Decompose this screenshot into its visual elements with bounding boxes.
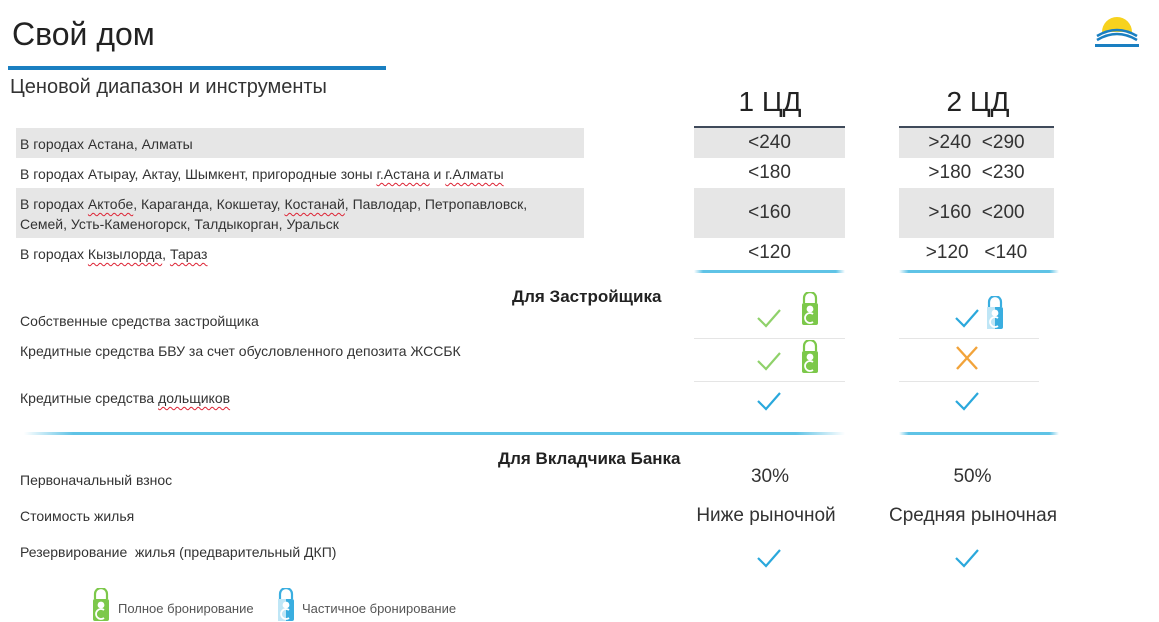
section-divider — [24, 432, 845, 435]
section-divider — [899, 432, 1059, 435]
depositor-value-col2: Средняя рыночная — [889, 505, 1057, 526]
developer-row-label: Кредитные средства БВУ за счет обусловленного депозита ЖССБК — [20, 343, 461, 359]
depositor-value-col1: Ниже рыночной — [696, 505, 836, 526]
page-title: Свой дом — [12, 16, 155, 52]
price-row-label: В городах Актобе, Караганда, Кокшетау, Костанай, Павлодар, Петропавловск, Семей, Усть-Каменогорск, Талдыкорган, Уральск — [20, 196, 528, 232]
depositor-row-label: Стоимость жилья — [20, 508, 135, 524]
price-row-value-col1: <180 — [748, 162, 791, 183]
check-blue-icon — [755, 546, 783, 570]
section-divider — [694, 270, 845, 273]
depositor-row-label: Первоначальный взнос — [20, 472, 173, 488]
row-separator — [899, 338, 1039, 339]
developer-row-label: Кредитные средства дольщиков — [20, 390, 231, 406]
row-separator — [694, 381, 845, 382]
price-row-value-col1: <240 — [748, 132, 791, 153]
price-row-value-col1: <120 — [748, 242, 791, 263]
check-green-icon — [755, 349, 783, 373]
price-row-value-col1: <160 — [748, 202, 791, 223]
developer-section-heading: Для Застройщика — [512, 287, 662, 306]
price-row-value-col2: >160 <200 — [928, 202, 1025, 223]
cross-icon — [953, 346, 981, 370]
check-blue-icon — [755, 389, 783, 413]
full-booking-tag-icon — [92, 588, 110, 622]
column-header-2: 2 ЦД — [946, 86, 1010, 117]
column-header-1: 1 ЦД — [738, 86, 802, 117]
page-subtitle: Ценовой диапазон и инструменты — [10, 76, 327, 98]
depositor-value-col2: 50% — [953, 466, 992, 487]
legend-partial-label: Частичное бронирование — [302, 601, 457, 616]
price-row-value-col2: >120 <140 — [925, 242, 1028, 263]
depositor-value-col1: 30% — [750, 466, 790, 487]
legend-full-label: Полное бронирование — [118, 601, 254, 616]
check-blue-icon — [953, 306, 981, 330]
section-divider — [899, 270, 1059, 273]
row-separator — [694, 338, 845, 339]
title-underline — [8, 66, 386, 70]
price-row-value-col2: >180 <230 — [928, 162, 1025, 183]
depositor-section-heading: Для Вкладчика Банка — [498, 449, 681, 468]
partial-booking-tag-icon — [277, 588, 295, 622]
price-row-label: В городах Атырау, Актау, Шымкент, пригородные зоны г.Астана и г.Алматы — [20, 166, 504, 182]
price-row-label: В городах Астана, Алматы — [20, 136, 193, 152]
check-blue-icon — [953, 389, 981, 413]
check-green-icon — [755, 306, 783, 330]
row-separator — [899, 381, 1039, 382]
full-booking-tag-icon — [801, 340, 819, 374]
developer-row-label: Собственные средства застройщика — [20, 313, 259, 329]
depositor-row-label: Резервирование жилья (предварительный ДКП) — [20, 544, 337, 560]
price-row-value-col2: >240 <290 — [928, 132, 1025, 153]
check-blue-icon — [953, 546, 981, 570]
company-logo-icon — [1092, 10, 1142, 50]
full-booking-tag-icon — [801, 292, 819, 326]
price-row-label: В городах Кызылорда, Тараз — [20, 246, 208, 262]
partial-booking-tag-icon — [986, 296, 1004, 330]
